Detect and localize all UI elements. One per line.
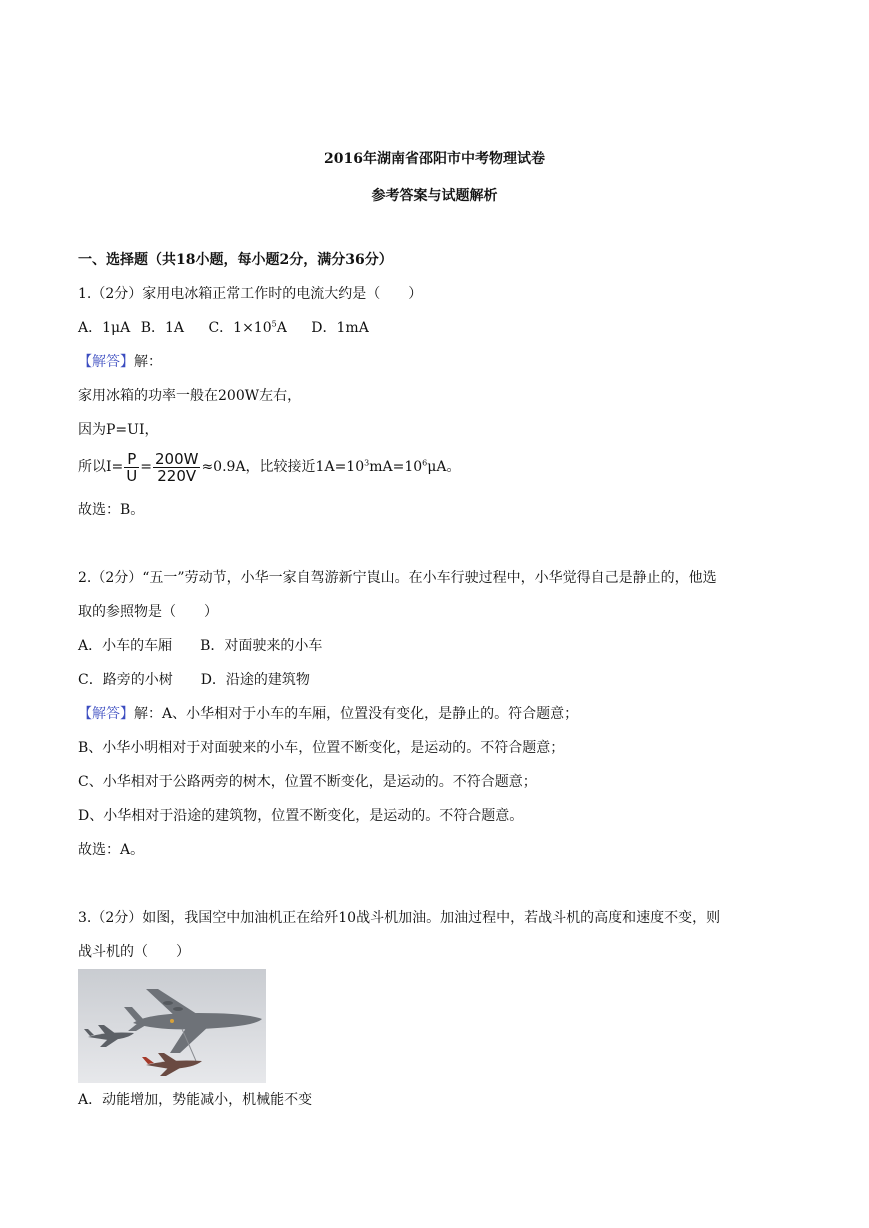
q2-choice: 故选：A。 (78, 842, 145, 858)
section-heading: 一、选择题（共18小题，每小题2分，满分36分） (78, 252, 393, 268)
aerial-refueling-photo (78, 969, 266, 1083)
q2-answer-a: 【解答】解：A、小华相对于小车的车厢，位置没有变化，是静止的。符合题意； (78, 706, 579, 722)
q1-option-c: C．$1\times 10^5A$ (208, 319, 287, 336)
fraction-p-over-u: $\frac{P}{U}$ (126, 449, 138, 485)
q1-calc: 所以I= $\frac{P}{U}$ = $\frac{200W}{220V}$ ≈0.9A，比较接近$1A=10^3mA=10^6\mu A$。 (78, 449, 461, 485)
document-title: 2016年湖南省邵阳市中考物理试卷 (324, 151, 545, 167)
document-subtitle: 参考答案与试题解析 (371, 188, 498, 204)
q2-stem-line2: 取的参照物是（ ） (78, 604, 218, 620)
q1-option-b: B．1A (140, 320, 184, 336)
q1-choice: 故选：B。 (78, 502, 145, 518)
q1-options (78, 318, 369, 338)
q3-stem-line1: 3.（2分）如图，我国空中加油机正在给歼10战斗机加油。加油过程中，若战斗机的高度和速度不变，则 (78, 910, 721, 926)
q2-answer-b: B、小华小明相对于对面驶来的小车，位置不断变化，是运动的。不符合题意； (78, 740, 565, 756)
q1-stem: 1.（2分）家用电冰箱正常工作时的电流大约是（ ） (78, 286, 423, 302)
fraction-200w-over-220v: $\frac{200W}{220V}$ (154, 449, 199, 485)
q1-answer-header: 【解答】解： (78, 354, 162, 370)
answer-tag: 【解答】 (78, 354, 134, 370)
q2-options-ab: A．小车的车厢 B．对面驶来的小车 (78, 638, 323, 654)
q1-option-a: A．1μA (78, 320, 131, 336)
q1-answer-line1: 家用冰箱的功率一般在200W左右， (78, 388, 302, 404)
q1-option-d: D．1mA (311, 320, 369, 336)
q3-option-a: A．动能增加，势能减小，机械能不变 (78, 1092, 313, 1108)
q2-stem-line1: 2.（2分）“五一”劳动节，小华一家自驾游新宁崀山。在小车行驶过程中，小华觉得自己是静止的，他选 (78, 570, 717, 586)
q2-answer-c: C、小华相对于公路两旁的树木，位置不断变化，是运动的。不符合题意； (78, 774, 537, 790)
q1-answer-line2: 因为P=UI， (78, 422, 159, 438)
q2-answer-d: D、小华相对于沿途的建筑物，位置不断变化，是运动的。不符合题意。 (78, 808, 524, 824)
answer-tag: 【解答】 (78, 706, 134, 722)
q2-options-cd: C．路旁的小树 D．沿途的建筑物 (78, 672, 310, 688)
q3-stem-line2: 战斗机的（ ） (78, 944, 190, 960)
